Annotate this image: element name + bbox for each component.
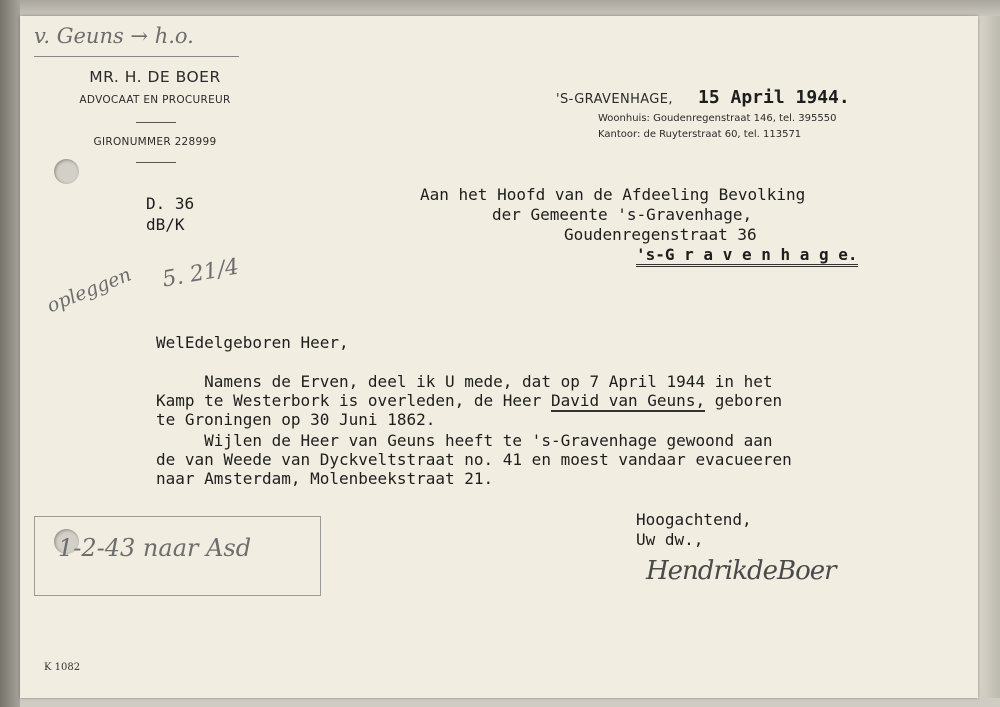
closing-line-1: Hoogachtend,: [636, 510, 752, 529]
body-paragraph-1-line-2: [156, 391, 782, 410]
body-paragraph-2-line-1: Wijlen de Heer van Geuns heeft te 's-Gravenhage gewoond aan: [156, 431, 773, 450]
letterhead-city: 'S-GRAVENHAGE,: [556, 92, 673, 107]
reference-initials: dB/K: [146, 215, 185, 234]
letterhead-profession: ADVOCAAT EN PROCUREUR: [79, 94, 231, 106]
body-paragraph-2-line-2: de van Weede van Dyckveltstraat no. 41 en moest vandaar evacueeren: [156, 450, 792, 469]
letter-date: 15 April 1944.: [698, 87, 850, 108]
recipient-line-1: Aan het Hoofd van de Afdeeling Bevolking: [420, 185, 806, 204]
letterhead-giro: GIRONUMMER 228999: [93, 136, 217, 148]
body-paragraph-2-line-3: naar Amsterdam, Molenbeekstraat 21.: [156, 469, 494, 488]
annotation-margin-note: opleggen: [43, 263, 135, 318]
deceased-name: David van Geuns,: [550, 391, 706, 410]
annotation-margin-date: 5. 21/4: [160, 254, 241, 293]
letterhead-rule-1: [136, 122, 176, 123]
salutation: WelEdelgeboren Heer,: [156, 333, 349, 352]
closing-line-2: Uw dw.,: [636, 530, 704, 549]
scan-bottom-edge: [20, 698, 1000, 707]
letterhead-home-address: Woonhuis: Goudenregenstraat 146, tel. 395550: [598, 113, 837, 124]
scan-left-strip: [0, 0, 20, 707]
letterhead-name: MR. H. DE BOER: [89, 68, 221, 86]
body-paragraph-1-line-3: te Groningen op 30 Juni 1862.: [156, 410, 436, 429]
letterhead-office-address: Kantoor: de Ruyterstraat 60, tel. 113571: [598, 129, 802, 140]
reference-file: D. 36: [146, 194, 195, 213]
body-text: geboren: [705, 391, 783, 410]
body-paragraph-1-line-1: Namens de Erven, deel ik U mede, dat op 7 April 1944 in het: [156, 372, 773, 391]
scan-top-strip: [0, 0, 1000, 16]
recipient-line-3: Goudenregenstraat 36: [564, 225, 757, 244]
body-text: Kamp te Westerbork is overleden, de Heer: [156, 391, 551, 410]
annotation-top-left: v. Geuns → h.o.: [34, 24, 194, 48]
punch-hole-top: [54, 159, 79, 184]
scan-right-edge: [978, 16, 1000, 707]
annotation-top-left-underline: [34, 56, 239, 57]
recipient-line-4: 's-G r a v e n h a g e.: [636, 245, 858, 267]
signature: HendrikdeBoer: [646, 556, 836, 586]
annotation-boxed-note: 1-2-43 naar Asd: [58, 534, 252, 562]
footer-code: K 1082: [44, 662, 81, 673]
recipient-line-2: der Gemeente 's-Gravenhage,: [492, 205, 753, 224]
letterhead-rule-2: [136, 162, 176, 163]
letter-paper: [20, 16, 978, 698]
